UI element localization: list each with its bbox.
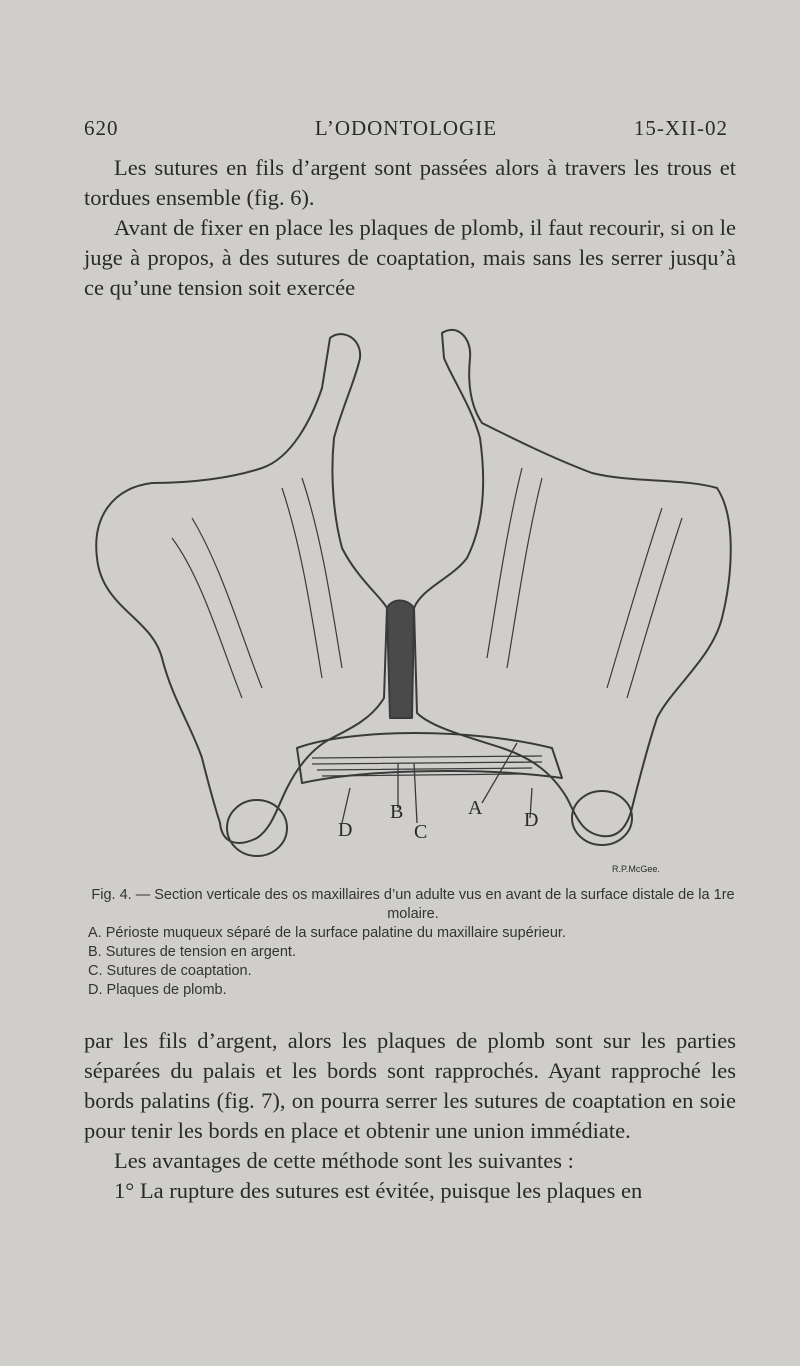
- figure-label-d-right: D: [524, 809, 539, 831]
- issue-date: 15-XII-02: [633, 116, 728, 140]
- legend-item: D. Plaques de plomb.: [88, 982, 227, 998]
- journal-title: L’ODONTOLOGIE: [314, 116, 498, 140]
- figure-caption: [88, 886, 738, 1000]
- legend-item: B. Sutures de tension en argent.: [88, 944, 296, 960]
- paragraph: Les sutures en fils d’argent sont passées alors à travers les trous et tordues ensemble (fig. 6).: [84, 155, 736, 210]
- legend-item: A. Périoste muqueux séparé de la surface palatine du maxillaire supérieur.: [88, 925, 566, 941]
- paragraph: par les fils d’argent, alors les plaques de plomb sont sur les parties séparées du palais et les bords sont rapprochés. Ayant rapproché les bords palatins (fig. 7), on pourra serrer les sutures de coaptation en soie pour tenir les bords en place et obtenir une union immédiate.: [84, 1028, 736, 1143]
- right-maxilla: [414, 330, 731, 836]
- paragraph: Avant de fixer en place les plaques de plomb, il faut recourir, si on le juge à propos, à des sutures de coaptation, mais sans les serrer jusqu’à ce qu’une tension soit exercée: [84, 215, 736, 300]
- figure-label-d-left: D: [338, 819, 353, 841]
- top-text-block: [84, 153, 736, 303]
- artist-signature: R.P.McGee.: [612, 864, 660, 874]
- anatomical-figure: [72, 318, 742, 878]
- figure-label-b: B: [390, 801, 404, 823]
- legend-item: C. Sutures de coaptation.: [88, 963, 252, 979]
- central-cleft: [387, 601, 414, 719]
- paragraph: 1° La rupture des sutures est évitée, puisque les plaques en: [114, 1178, 643, 1203]
- caption-title: Fig. 4. — Section verticale des os maxillaires d’un adulte vus en avant de la surface distale de la 1re molaire.: [91, 887, 735, 922]
- bottom-text-block: [84, 1026, 736, 1206]
- page-number: 620: [84, 116, 119, 140]
- figure-label-c: C: [414, 821, 428, 843]
- paragraph: Les avantages de cette méthode sont les suivantes :: [114, 1148, 574, 1173]
- running-header: [84, 116, 728, 144]
- left-molar: [227, 800, 287, 856]
- caption-legend: [88, 924, 738, 1000]
- maxillary-section-illustration: [72, 318, 742, 878]
- figure-label-a: A: [468, 797, 483, 819]
- left-maxilla: [96, 334, 387, 843]
